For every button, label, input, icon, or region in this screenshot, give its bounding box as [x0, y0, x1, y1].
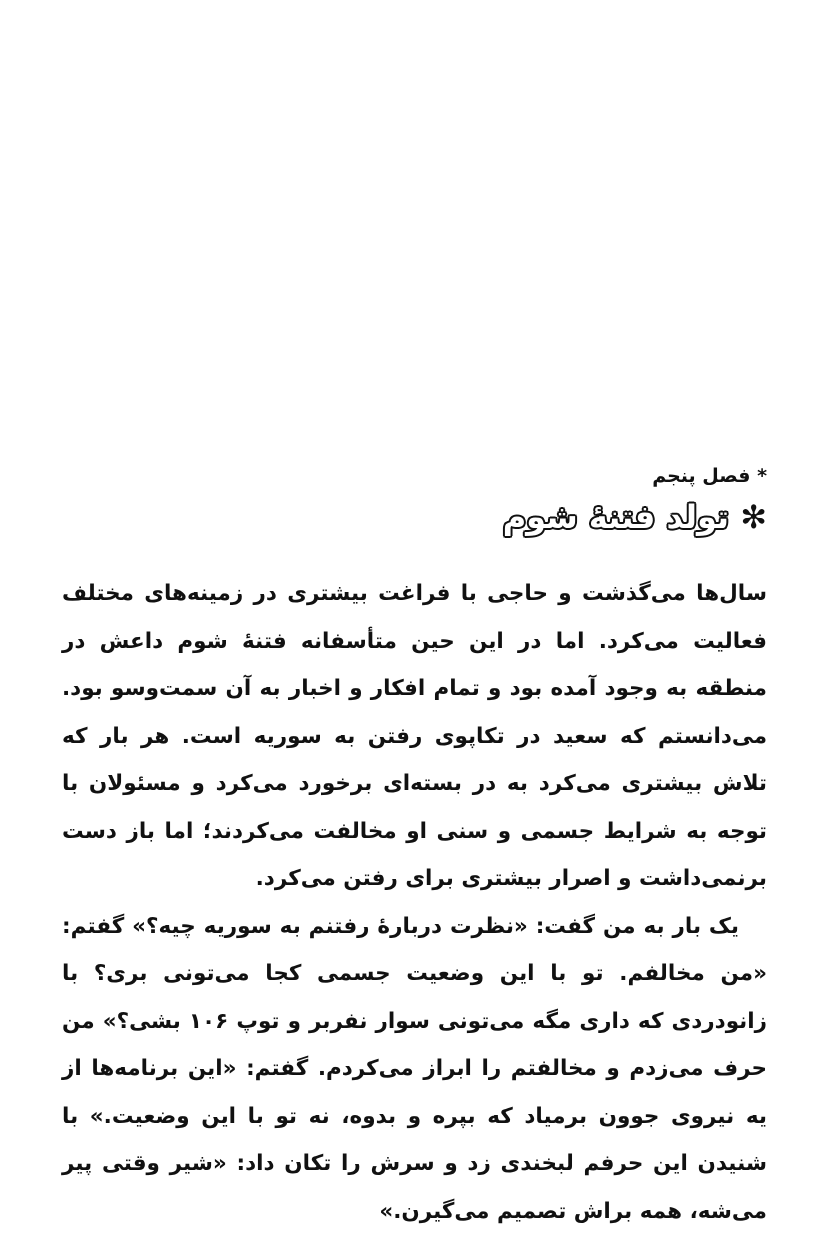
paragraph-1: سال‌ها می‌گذشت و حاجی با فراغت بیشتری در زمینه‌های مختلف فعالیت می‌کرد. اما در این حین متأسفانه فتنهٔ شوم داعش در منطقه به وجود آمده بود و تمام افکار و اخبار به آن سمت‌وسو بود. می‌دانستم که سعید در تکاپوی رفتن به سوریه است. هر بار که تلاش بیشتری می‌کرد به در بسته‌ای برخورد می‌کرد و مسئولان با توجه به شرایط جسمی و سنی او مخالفت می‌کردند؛ اما باز دست برنمی‌داشت و اصرار بیشتری برای رفتن می‌کرد.	[62, 570, 767, 903]
chapter-number: فصل پنجم	[652, 465, 750, 487]
chapter-title-text: تولد فتنهٔ شوم	[503, 498, 729, 536]
paragraph-2: یک بار به من گفت: «نظرت دربارهٔ رفتنم به سوریه چیه؟» گفتم: «من مخالفم. تو با این وضعیت جسمی کجا می‌تونی بری؟ با زانودردی که داری مگه می‌تونی سوار نفربر و توپ ۱۰۶ بشی؟» من حرف می‌زدم و مخالفتم را ابراز می‌کردم. گفتم: «این برنامه‌ها از یه نیروی جوون برمیاد که بپره و بدوه، نه تو با این وضعیت.» با شنیدن این حرفم لبخندی زد و سرش را تکان داد: «شیر وقتی پیر می‌شه، همه براش تصمیم می‌گیرن.»	[62, 903, 767, 1235]
body-text	[62, 570, 767, 1235]
star-icon: ✻	[740, 498, 767, 536]
chapter-title	[62, 494, 767, 540]
chapter-label	[62, 462, 767, 490]
asterisk-marker: *	[757, 465, 767, 487]
chapter-heading	[62, 462, 767, 540]
